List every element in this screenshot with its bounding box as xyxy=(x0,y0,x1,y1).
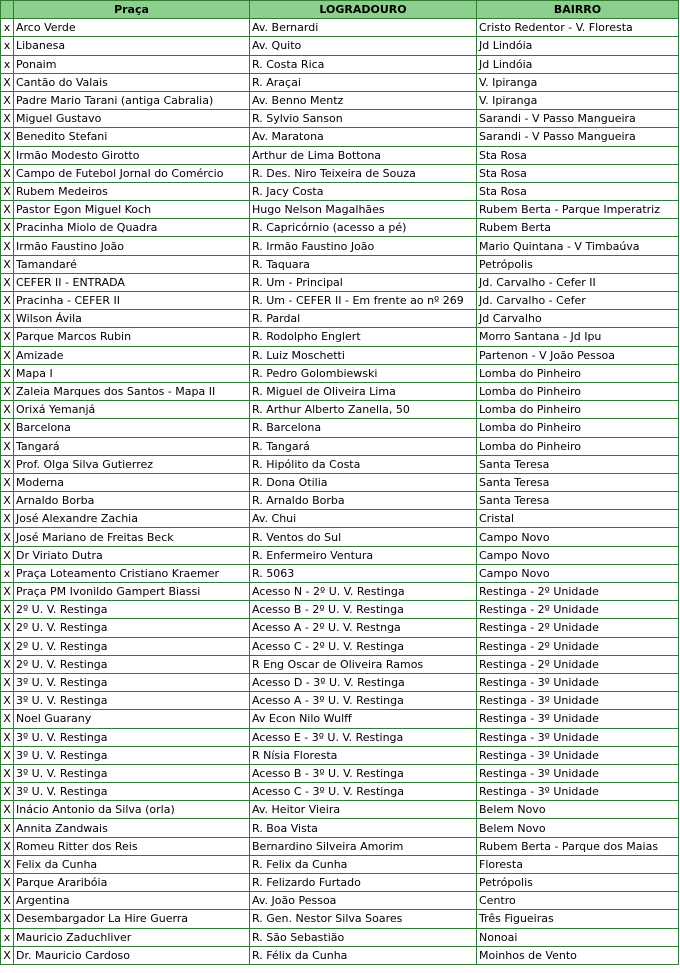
table-row xyxy=(1,874,679,892)
cell-logradouro[interactable]: R. Pedro Golombiewski xyxy=(250,364,477,382)
cell-bairro[interactable]: Lomba do Pinheiro xyxy=(477,437,679,455)
cell-praca[interactable]: Libanesa xyxy=(14,37,250,55)
cell-mark[interactable]: X xyxy=(1,637,14,655)
cell-bairro[interactable]: V. Ipiranga xyxy=(477,91,679,109)
cell-logradouro[interactable]: Acesso A - 2º U. V. Restnga xyxy=(250,619,477,637)
cell-logradouro[interactable]: R. São Sebastião xyxy=(250,928,477,946)
cell-mark[interactable]: X xyxy=(1,819,14,837)
table-row xyxy=(1,764,679,782)
cell-praca[interactable]: CEFER II - ENTRADA xyxy=(14,273,250,291)
cell-logradouro[interactable]: R. Barcelona xyxy=(250,419,477,437)
cell-bairro[interactable]: Petrópolis xyxy=(477,874,679,892)
table-row xyxy=(1,801,679,819)
cell-logradouro[interactable]: R Nísia Floresta xyxy=(250,746,477,764)
cell-praca[interactable]: Orixá Yemanjá xyxy=(14,401,250,419)
cell-logradouro[interactable]: R. Dona Otilia xyxy=(250,473,477,491)
cell-mark[interactable]: X xyxy=(1,473,14,491)
cell-mark[interactable]: X xyxy=(1,328,14,346)
cell-logradouro[interactable]: Acesso D - 3º U. V. Restinga xyxy=(250,673,477,691)
cell-bairro[interactable]: Cristo Redentor - V. Floresta xyxy=(477,19,679,37)
table-row xyxy=(1,564,679,582)
table-row xyxy=(1,182,679,200)
table-row xyxy=(1,255,679,273)
cell-mark[interactable]: X xyxy=(1,746,14,764)
header-bairro[interactable]: BAIRRO xyxy=(477,1,679,19)
table-row xyxy=(1,73,679,91)
cell-bairro[interactable]: Floresta xyxy=(477,855,679,873)
cell-mark[interactable]: X xyxy=(1,237,14,255)
cell-praca[interactable]: Mapa I xyxy=(14,364,250,382)
cell-logradouro[interactable]: R. Enfermeiro Ventura xyxy=(250,546,477,564)
cell-praca[interactable]: 2º U. V. Restinga xyxy=(14,655,250,673)
cell-praca[interactable]: Barcelona xyxy=(14,419,250,437)
cell-bairro[interactable]: Santa Teresa xyxy=(477,473,679,491)
cell-bairro[interactable]: Morro Santana - Jd Ipu xyxy=(477,328,679,346)
cell-praca[interactable]: 3º U. V. Restinga xyxy=(14,673,250,691)
cell-mark[interactable]: X xyxy=(1,219,14,237)
cell-logradouro[interactable]: Acesso B - 3º U. V. Restinga xyxy=(250,764,477,782)
cell-praca[interactable]: 2º U. V. Restinga xyxy=(14,637,250,655)
cell-mark[interactable]: X xyxy=(1,164,14,182)
cell-logradouro[interactable]: R. Jacy Costa xyxy=(250,182,477,200)
cell-mark[interactable]: X xyxy=(1,455,14,473)
cell-praca[interactable]: Pastor Egon Miguel Koch xyxy=(14,201,250,219)
table-row xyxy=(1,237,679,255)
cell-mark[interactable]: X xyxy=(1,437,14,455)
cell-praca[interactable]: Dr Viriato Dutra xyxy=(14,546,250,564)
cell-praca[interactable]: Amizade xyxy=(14,346,250,364)
cell-logradouro[interactable]: R. Félix da Cunha xyxy=(250,946,477,964)
table-row xyxy=(1,346,679,364)
cell-mark[interactable]: X xyxy=(1,255,14,273)
cell-bairro[interactable]: Belem Novo xyxy=(477,801,679,819)
cell-logradouro[interactable]: Hugo Nelson Magalhães xyxy=(250,201,477,219)
cell-mark[interactable]: X xyxy=(1,110,14,128)
cell-logradouro[interactable]: R. Gen. Nestor Silva Soares xyxy=(250,910,477,928)
cell-bairro[interactable]: Restinga - 3º Unidade xyxy=(477,728,679,746)
table-row xyxy=(1,455,679,473)
cell-mark[interactable]: X xyxy=(1,128,14,146)
cell-logradouro[interactable]: R. 5063 xyxy=(250,564,477,582)
table-row xyxy=(1,583,679,601)
cell-bairro[interactable]: Rubem Berta xyxy=(477,219,679,237)
cell-logradouro[interactable]: R. Sylvio Sanson xyxy=(250,110,477,128)
cell-logradouro[interactable]: Arthur de Lima Bottona xyxy=(250,146,477,164)
cell-bairro[interactable]: Lomba do Pinheiro xyxy=(477,382,679,400)
cell-praca[interactable]: 3º U. V. Restinga xyxy=(14,764,250,782)
cell-mark[interactable]: X xyxy=(1,619,14,637)
cell-logradouro[interactable]: R. Miguel de Oliveira Lima xyxy=(250,382,477,400)
table-row xyxy=(1,692,679,710)
table-row xyxy=(1,655,679,673)
cell-praca[interactable]: José Mariano de Freitas Beck xyxy=(14,528,250,546)
table-row xyxy=(1,819,679,837)
cell-bairro[interactable]: Sta Rosa xyxy=(477,164,679,182)
cell-praca[interactable]: Noel Guarany xyxy=(14,710,250,728)
table-row xyxy=(1,473,679,491)
table-row xyxy=(1,91,679,109)
cell-praca[interactable]: José Alexandre Zachia xyxy=(14,510,250,528)
cell-logradouro[interactable]: R. Costa Rica xyxy=(250,55,477,73)
cell-logradouro[interactable]: R Eng Oscar de Oliveira Ramos xyxy=(250,655,477,673)
cell-bairro[interactable]: Três Figueiras xyxy=(477,910,679,928)
cell-logradouro[interactable]: R. Felix da Cunha xyxy=(250,855,477,873)
cell-mark[interactable]: X xyxy=(1,546,14,564)
cell-bairro[interactable]: Jd. Carvalho - Cefer II xyxy=(477,273,679,291)
cell-praca[interactable]: Campo de Futebol Jornal do Comércio xyxy=(14,164,250,182)
cell-mark[interactable]: X xyxy=(1,364,14,382)
cell-praca[interactable]: Pracinha - CEFER II xyxy=(14,292,250,310)
cell-bairro[interactable]: Lomba do Pinheiro xyxy=(477,364,679,382)
cell-logradouro[interactable]: Acesso B - 2º U. V. Restinga xyxy=(250,601,477,619)
cell-praca[interactable]: Tangará xyxy=(14,437,250,455)
cell-praca[interactable]: 3º U. V. Restinga xyxy=(14,746,250,764)
cell-logradouro[interactable]: R. Hipólito da Costa xyxy=(250,455,477,473)
table-row xyxy=(1,310,679,328)
cell-bairro[interactable]: Restinga - 2º Unidade xyxy=(477,601,679,619)
cell-bairro[interactable]: Belem Novo xyxy=(477,819,679,837)
cell-logradouro[interactable]: Av. Bernardi xyxy=(250,19,477,37)
cell-mark[interactable]: x xyxy=(1,564,14,582)
table-row xyxy=(1,164,679,182)
cell-praca[interactable]: 3º U. V. Restinga xyxy=(14,692,250,710)
cell-logradouro[interactable]: R. Tangará xyxy=(250,437,477,455)
cell-logradouro[interactable]: R. Rodolpho Englert xyxy=(250,328,477,346)
cell-logradouro[interactable]: R. Luiz Moschetti xyxy=(250,346,477,364)
cell-praca[interactable]: Parque Marcos Rubin xyxy=(14,328,250,346)
table-row xyxy=(1,19,679,37)
cell-logradouro[interactable]: R. Irmão Faustino João xyxy=(250,237,477,255)
table-row xyxy=(1,601,679,619)
cell-mark[interactable]: X xyxy=(1,874,14,892)
cell-praca[interactable]: Wilson Ávila xyxy=(14,310,250,328)
cell-mark[interactable]: X xyxy=(1,801,14,819)
table-row xyxy=(1,892,679,910)
cell-bairro[interactable]: Campo Novo xyxy=(477,564,679,582)
cell-bairro[interactable]: Rubem Berta - Parque dos Maias xyxy=(477,837,679,855)
table-row xyxy=(1,855,679,873)
cell-praca[interactable]: Ponaim xyxy=(14,55,250,73)
cell-bairro[interactable]: Petrópolis xyxy=(477,255,679,273)
table-row xyxy=(1,55,679,73)
cell-bairro[interactable]: Restinga - 3º Unidade xyxy=(477,764,679,782)
table-row xyxy=(1,528,679,546)
header-praca[interactable]: Praça xyxy=(14,1,250,19)
cell-logradouro[interactable]: R. Um - CEFER II - Em frente ao nº 269 xyxy=(250,292,477,310)
cell-praca[interactable]: Zaleia Marques dos Santos - Mapa II xyxy=(14,382,250,400)
cell-bairro[interactable]: Restinga - 3º Unidade xyxy=(477,783,679,801)
table-row xyxy=(1,146,679,164)
cell-bairro[interactable]: Lomba do Pinheiro xyxy=(477,419,679,437)
cell-bairro[interactable]: Jd Lindóia xyxy=(477,55,679,73)
cell-praca[interactable]: Miguel Gustavo xyxy=(14,110,250,128)
cell-logradouro[interactable]: R. Um - Principal xyxy=(250,273,477,291)
cell-logradouro[interactable]: R. Araçai xyxy=(250,73,477,91)
cell-mark[interactable]: x xyxy=(1,19,14,37)
cell-mark[interactable]: X xyxy=(1,510,14,528)
table-row xyxy=(1,783,679,801)
table-row xyxy=(1,128,679,146)
cell-logradouro[interactable]: Bernardino Silveira Amorim xyxy=(250,837,477,855)
cell-praca[interactable]: Inácio Antonio da Silva (orla) xyxy=(14,801,250,819)
cell-logradouro[interactable]: R. Capricórnio (acesso a pé) xyxy=(250,219,477,237)
cell-praca[interactable]: Praça Loteamento Cristiano Kraemer xyxy=(14,564,250,582)
cell-mark[interactable]: X xyxy=(1,692,14,710)
cell-mark[interactable]: X xyxy=(1,182,14,200)
cell-mark[interactable]: X xyxy=(1,419,14,437)
cell-bairro[interactable]: Restinga - 2º Unidade xyxy=(477,583,679,601)
cell-bairro[interactable]: Restinga - 3º Unidade xyxy=(477,673,679,691)
cell-logradouro[interactable]: Av Econ Nilo Wulff xyxy=(250,710,477,728)
table-row xyxy=(1,710,679,728)
cell-mark[interactable]: X xyxy=(1,946,14,964)
cell-mark[interactable]: x xyxy=(1,37,14,55)
cell-mark[interactable]: X xyxy=(1,492,14,510)
table-row xyxy=(1,728,679,746)
cell-logradouro[interactable]: Av. Benno Mentz xyxy=(250,91,477,109)
cell-mark[interactable]: X xyxy=(1,382,14,400)
table-row xyxy=(1,837,679,855)
cell-logradouro[interactable]: Acesso N - 2º U. V. Restinga xyxy=(250,583,477,601)
cell-praca[interactable]: Annita Zandwais xyxy=(14,819,250,837)
cell-bairro[interactable]: Nonoai xyxy=(477,928,679,946)
cell-bairro[interactable]: Restinga - 3º Unidade xyxy=(477,692,679,710)
cell-mark[interactable]: X xyxy=(1,401,14,419)
header-logradouro[interactable]: LOGRADOURO xyxy=(250,1,477,19)
cell-praca[interactable]: Tamandaré xyxy=(14,255,250,273)
cell-logradouro[interactable]: Av. Chui xyxy=(250,510,477,528)
cell-praca[interactable]: Argentina xyxy=(14,892,250,910)
cell-bairro[interactable]: Restinga - 3º Unidade xyxy=(477,746,679,764)
cell-praca[interactable]: Prof. Olga Silva Gutierrez xyxy=(14,455,250,473)
cell-praca[interactable]: Irmão Faustino João xyxy=(14,237,250,255)
cell-mark[interactable]: X xyxy=(1,892,14,910)
cell-bairro[interactable]: Partenon - V João Pessoa xyxy=(477,346,679,364)
cell-bairro[interactable]: Jd Lindóia xyxy=(477,37,679,55)
table-row xyxy=(1,37,679,55)
cell-praca[interactable]: Desembargador La Hire Guerra xyxy=(14,910,250,928)
cell-praca[interactable]: Praça PM Ivonildo Gampert Biassi xyxy=(14,583,250,601)
table-row xyxy=(1,928,679,946)
cell-praca[interactable]: 3º U. V. Restinga xyxy=(14,728,250,746)
cell-bairro[interactable]: Sarandi - V Passo Mangueira xyxy=(477,110,679,128)
cell-praca[interactable]: 2º U. V. Restinga xyxy=(14,601,250,619)
cell-mark[interactable]: x xyxy=(1,55,14,73)
cell-mark[interactable]: X xyxy=(1,710,14,728)
cell-bairro[interactable]: Rubem Berta - Parque Imperatriz xyxy=(477,201,679,219)
table-row xyxy=(1,492,679,510)
cell-bairro[interactable]: Restinga - 3º Unidade xyxy=(477,710,679,728)
cell-praca[interactable]: Pracinha Miolo de Quadra xyxy=(14,219,250,237)
table-row xyxy=(1,110,679,128)
table-row xyxy=(1,619,679,637)
cell-mark[interactable]: X xyxy=(1,837,14,855)
cell-praca[interactable]: Dr. Mauricio Cardoso xyxy=(14,946,250,964)
cell-logradouro[interactable]: R. Pardal xyxy=(250,310,477,328)
cell-mark[interactable]: X xyxy=(1,201,14,219)
cell-bairro[interactable]: Centro xyxy=(477,892,679,910)
cell-mark[interactable]: X xyxy=(1,910,14,928)
table-row xyxy=(1,201,679,219)
cell-bairro[interactable]: Mario Quintana - V Timbaúva xyxy=(477,237,679,255)
cell-mark[interactable]: X xyxy=(1,310,14,328)
cell-logradouro[interactable]: Av. Maratona xyxy=(250,128,477,146)
cell-praca[interactable]: Romeu Ritter dos Reis xyxy=(14,837,250,855)
cell-mark[interactable]: X xyxy=(1,292,14,310)
cell-logradouro[interactable]: Av. Heitor Vieira xyxy=(250,801,477,819)
cell-bairro[interactable]: V. Ipiranga xyxy=(477,73,679,91)
table-row xyxy=(1,510,679,528)
cell-praca[interactable]: 3º U. V. Restinga xyxy=(14,783,250,801)
cell-mark[interactable]: X xyxy=(1,73,14,91)
cell-mark[interactable]: X xyxy=(1,764,14,782)
cell-mark[interactable]: X xyxy=(1,583,14,601)
cell-bairro[interactable]: Campo Novo xyxy=(477,528,679,546)
table-row xyxy=(1,546,679,564)
cell-logradouro[interactable]: R. Ventos do Sul xyxy=(250,528,477,546)
cell-mark[interactable]: X xyxy=(1,346,14,364)
cell-mark[interactable]: X xyxy=(1,91,14,109)
table-row xyxy=(1,382,679,400)
cell-bairro[interactable]: Sta Rosa xyxy=(477,182,679,200)
cell-praca[interactable]: Arnaldo Borba xyxy=(14,492,250,510)
cell-logradouro[interactable]: R. Arnaldo Borba xyxy=(250,492,477,510)
table-row xyxy=(1,219,679,237)
cell-logradouro[interactable]: Av. Quito xyxy=(250,37,477,55)
cell-praca[interactable]: Rubem Medeiros xyxy=(14,182,250,200)
cell-bairro[interactable]: Lomba do Pinheiro xyxy=(477,401,679,419)
cell-bairro[interactable]: Restinga - 2º Unidade xyxy=(477,637,679,655)
table-row xyxy=(1,273,679,291)
cell-logradouro[interactable]: R. Taquara xyxy=(250,255,477,273)
cell-praca[interactable]: Parque Araribóia xyxy=(14,874,250,892)
cell-mark[interactable]: X xyxy=(1,783,14,801)
cell-bairro[interactable]: Jd Carvalho xyxy=(477,310,679,328)
table-row xyxy=(1,328,679,346)
cell-mark[interactable]: X xyxy=(1,273,14,291)
table-row xyxy=(1,746,679,764)
table-row xyxy=(1,946,679,964)
header-row xyxy=(1,1,679,19)
cell-logradouro[interactable]: R. Des. Niro Teixeira de Souza xyxy=(250,164,477,182)
table-row xyxy=(1,673,679,691)
cell-bairro[interactable]: Sarandi - V Passo Mangueira xyxy=(477,128,679,146)
cell-praca[interactable]: Moderna xyxy=(14,473,250,491)
cell-mark[interactable]: X xyxy=(1,855,14,873)
cell-logradouro[interactable]: Acesso C - 2º U. V. Restinga xyxy=(250,637,477,655)
table-row xyxy=(1,437,679,455)
table-row xyxy=(1,292,679,310)
cell-mark[interactable]: x xyxy=(1,928,14,946)
cell-logradouro[interactable]: Acesso E - 3º U. V. Restinga xyxy=(250,728,477,746)
cell-logradouro[interactable]: Acesso A - 3º U. V. Restinga xyxy=(250,692,477,710)
cell-logradouro[interactable]: Av. João Pessoa xyxy=(250,892,477,910)
cell-praca[interactable]: Irmão Modesto Girotto xyxy=(14,146,250,164)
cell-praca[interactable]: Cantão do Valais xyxy=(14,73,250,91)
cell-mark[interactable]: X xyxy=(1,146,14,164)
cell-praca[interactable]: Arco Verde xyxy=(14,19,250,37)
table-row xyxy=(1,637,679,655)
cell-praca[interactable]: Benedito Stefani xyxy=(14,128,250,146)
table-row xyxy=(1,419,679,437)
cell-praca[interactable]: Mauricio Zaduchliver xyxy=(14,928,250,946)
cell-bairro[interactable]: Restinga - 2º Unidade xyxy=(477,619,679,637)
table-row xyxy=(1,401,679,419)
cell-bairro[interactable]: Santa Teresa xyxy=(477,455,679,473)
header-mark[interactable] xyxy=(1,1,14,19)
cell-mark[interactable]: X xyxy=(1,601,14,619)
cell-mark[interactable]: X xyxy=(1,673,14,691)
table-row xyxy=(1,910,679,928)
cell-mark[interactable]: X xyxy=(1,655,14,673)
cell-logradouro[interactable]: R. Arthur Alberto Zanella, 50 xyxy=(250,401,477,419)
cell-bairro[interactable]: Santa Teresa xyxy=(477,492,679,510)
cell-bairro[interactable]: Sta Rosa xyxy=(477,146,679,164)
cell-bairro[interactable]: Moinhos de Vento xyxy=(477,946,679,964)
cell-mark[interactable]: X xyxy=(1,528,14,546)
cell-bairro[interactable]: Cristal xyxy=(477,510,679,528)
cell-praca[interactable]: Padre Mario Tarani (antiga Cabralia) xyxy=(14,91,250,109)
cell-logradouro[interactable]: R. Felizardo Furtado xyxy=(250,874,477,892)
cell-praca[interactable]: Felix da Cunha xyxy=(14,855,250,873)
cell-praca[interactable]: 2º U. V. Restinga xyxy=(14,619,250,637)
table-row xyxy=(1,364,679,382)
cell-logradouro[interactable]: R. Boa Vista xyxy=(250,819,477,837)
cell-logradouro[interactable]: Acesso C - 3º U. V. Restinga xyxy=(250,783,477,801)
cell-bairro[interactable]: Campo Novo xyxy=(477,546,679,564)
cell-mark[interactable]: X xyxy=(1,728,14,746)
cell-bairro[interactable]: Restinga - 2º Unidade xyxy=(477,655,679,673)
cell-bairro[interactable]: Jd. Carvalho - Cefer xyxy=(477,292,679,310)
